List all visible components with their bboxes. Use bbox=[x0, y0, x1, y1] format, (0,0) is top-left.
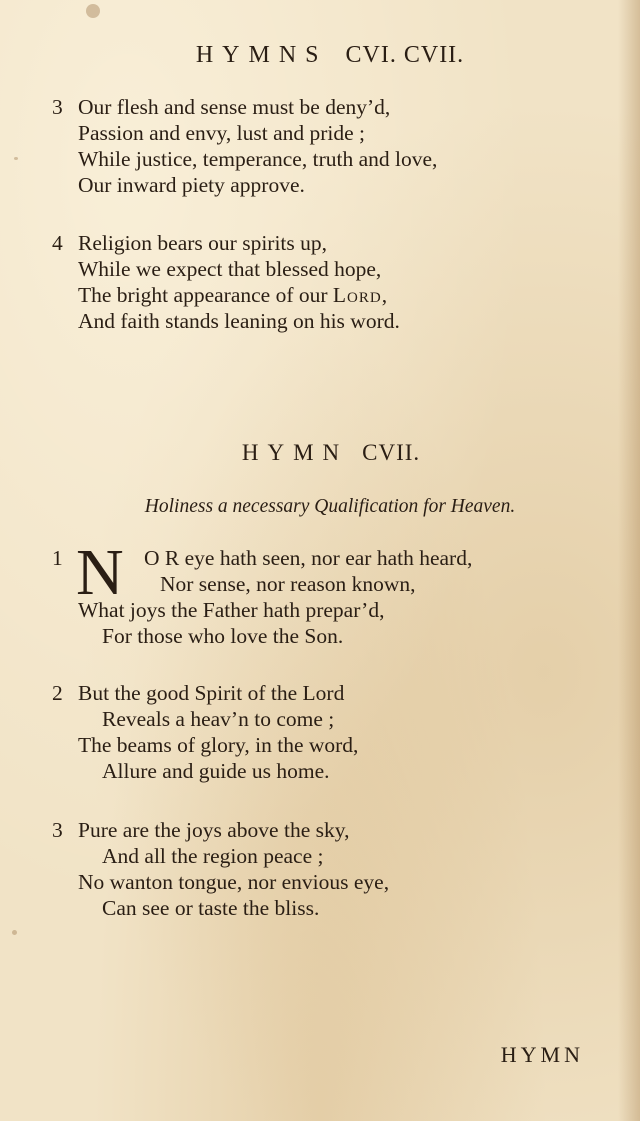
verse-line: For those who love the Son. bbox=[102, 624, 344, 648]
verse-line: O R eye hath seen, nor ear hath heard, bbox=[144, 546, 473, 570]
hymn-title-number: CVII. bbox=[362, 440, 421, 465]
page-edge-shadow bbox=[618, 0, 640, 1121]
verse-line: While we expect that blessed hope, bbox=[78, 257, 382, 281]
verse-line: Our flesh and sense must be deny’d, bbox=[78, 95, 391, 119]
stanza-cvii-2 bbox=[52, 680, 358, 784]
stanza-number: 1 bbox=[52, 546, 63, 570]
stanza-number: 3 bbox=[52, 95, 63, 119]
verse-line: What joys the Father hath prepar’d, bbox=[78, 598, 385, 622]
verse-line: Nor sense, nor reason known, bbox=[160, 572, 416, 596]
hymn-title bbox=[0, 440, 640, 466]
stanza-cvii-3 bbox=[52, 817, 389, 921]
running-head-word: HYMNS bbox=[195, 42, 328, 68]
running-head bbox=[0, 42, 640, 69]
verse-line: Pure are the joys above the sky, bbox=[78, 818, 350, 842]
verse-line: The beams of glory, in the word, bbox=[78, 733, 359, 757]
verse-line: But the good Spirit of the Lord bbox=[78, 681, 345, 705]
lord-small-caps: Lord bbox=[332, 283, 382, 307]
lord-suffix: , bbox=[381, 283, 388, 307]
verse-line: And all the region peace ; bbox=[102, 844, 324, 868]
foxing-spot bbox=[14, 157, 18, 160]
stanza-cvi-3 bbox=[52, 94, 437, 198]
verse-line: Our inward piety approve. bbox=[78, 173, 305, 197]
running-head-numbers: CVI. CVII. bbox=[345, 42, 465, 68]
stanza-cvii-1 bbox=[52, 545, 472, 649]
verse-line: Reveals a heav’n to come ; bbox=[102, 707, 335, 731]
stanza-number: 4 bbox=[52, 231, 63, 255]
verse-line: The bright appearance of our bbox=[78, 283, 333, 307]
verse-line: Allure and guide us home. bbox=[102, 759, 330, 783]
hymn-title-word: HYMN bbox=[241, 440, 349, 465]
verse-line: Can see or taste the bliss. bbox=[102, 896, 320, 920]
stanza-cvi-4 bbox=[52, 230, 400, 334]
catchword: HYMN bbox=[500, 1042, 584, 1067]
foxing-spot bbox=[86, 4, 100, 18]
drop-cap: N bbox=[76, 536, 124, 609]
stanza-number: 2 bbox=[52, 681, 63, 705]
verse-line: No wanton tongue, nor envious eye, bbox=[78, 870, 390, 894]
verse-line: Passion and envy, lust and pride ; bbox=[78, 121, 366, 145]
verse-line: While justice, temperance, truth and love, bbox=[78, 147, 438, 171]
stanza-number: 3 bbox=[52, 818, 63, 842]
foxing-spot bbox=[12, 930, 17, 935]
verse-line: Religion bears our spirits up, bbox=[78, 231, 328, 255]
verse-line: And faith stands leaning on his word. bbox=[78, 309, 400, 333]
hymn-subtitle: Holiness a necessary Qualification for Heaven. bbox=[144, 496, 516, 517]
